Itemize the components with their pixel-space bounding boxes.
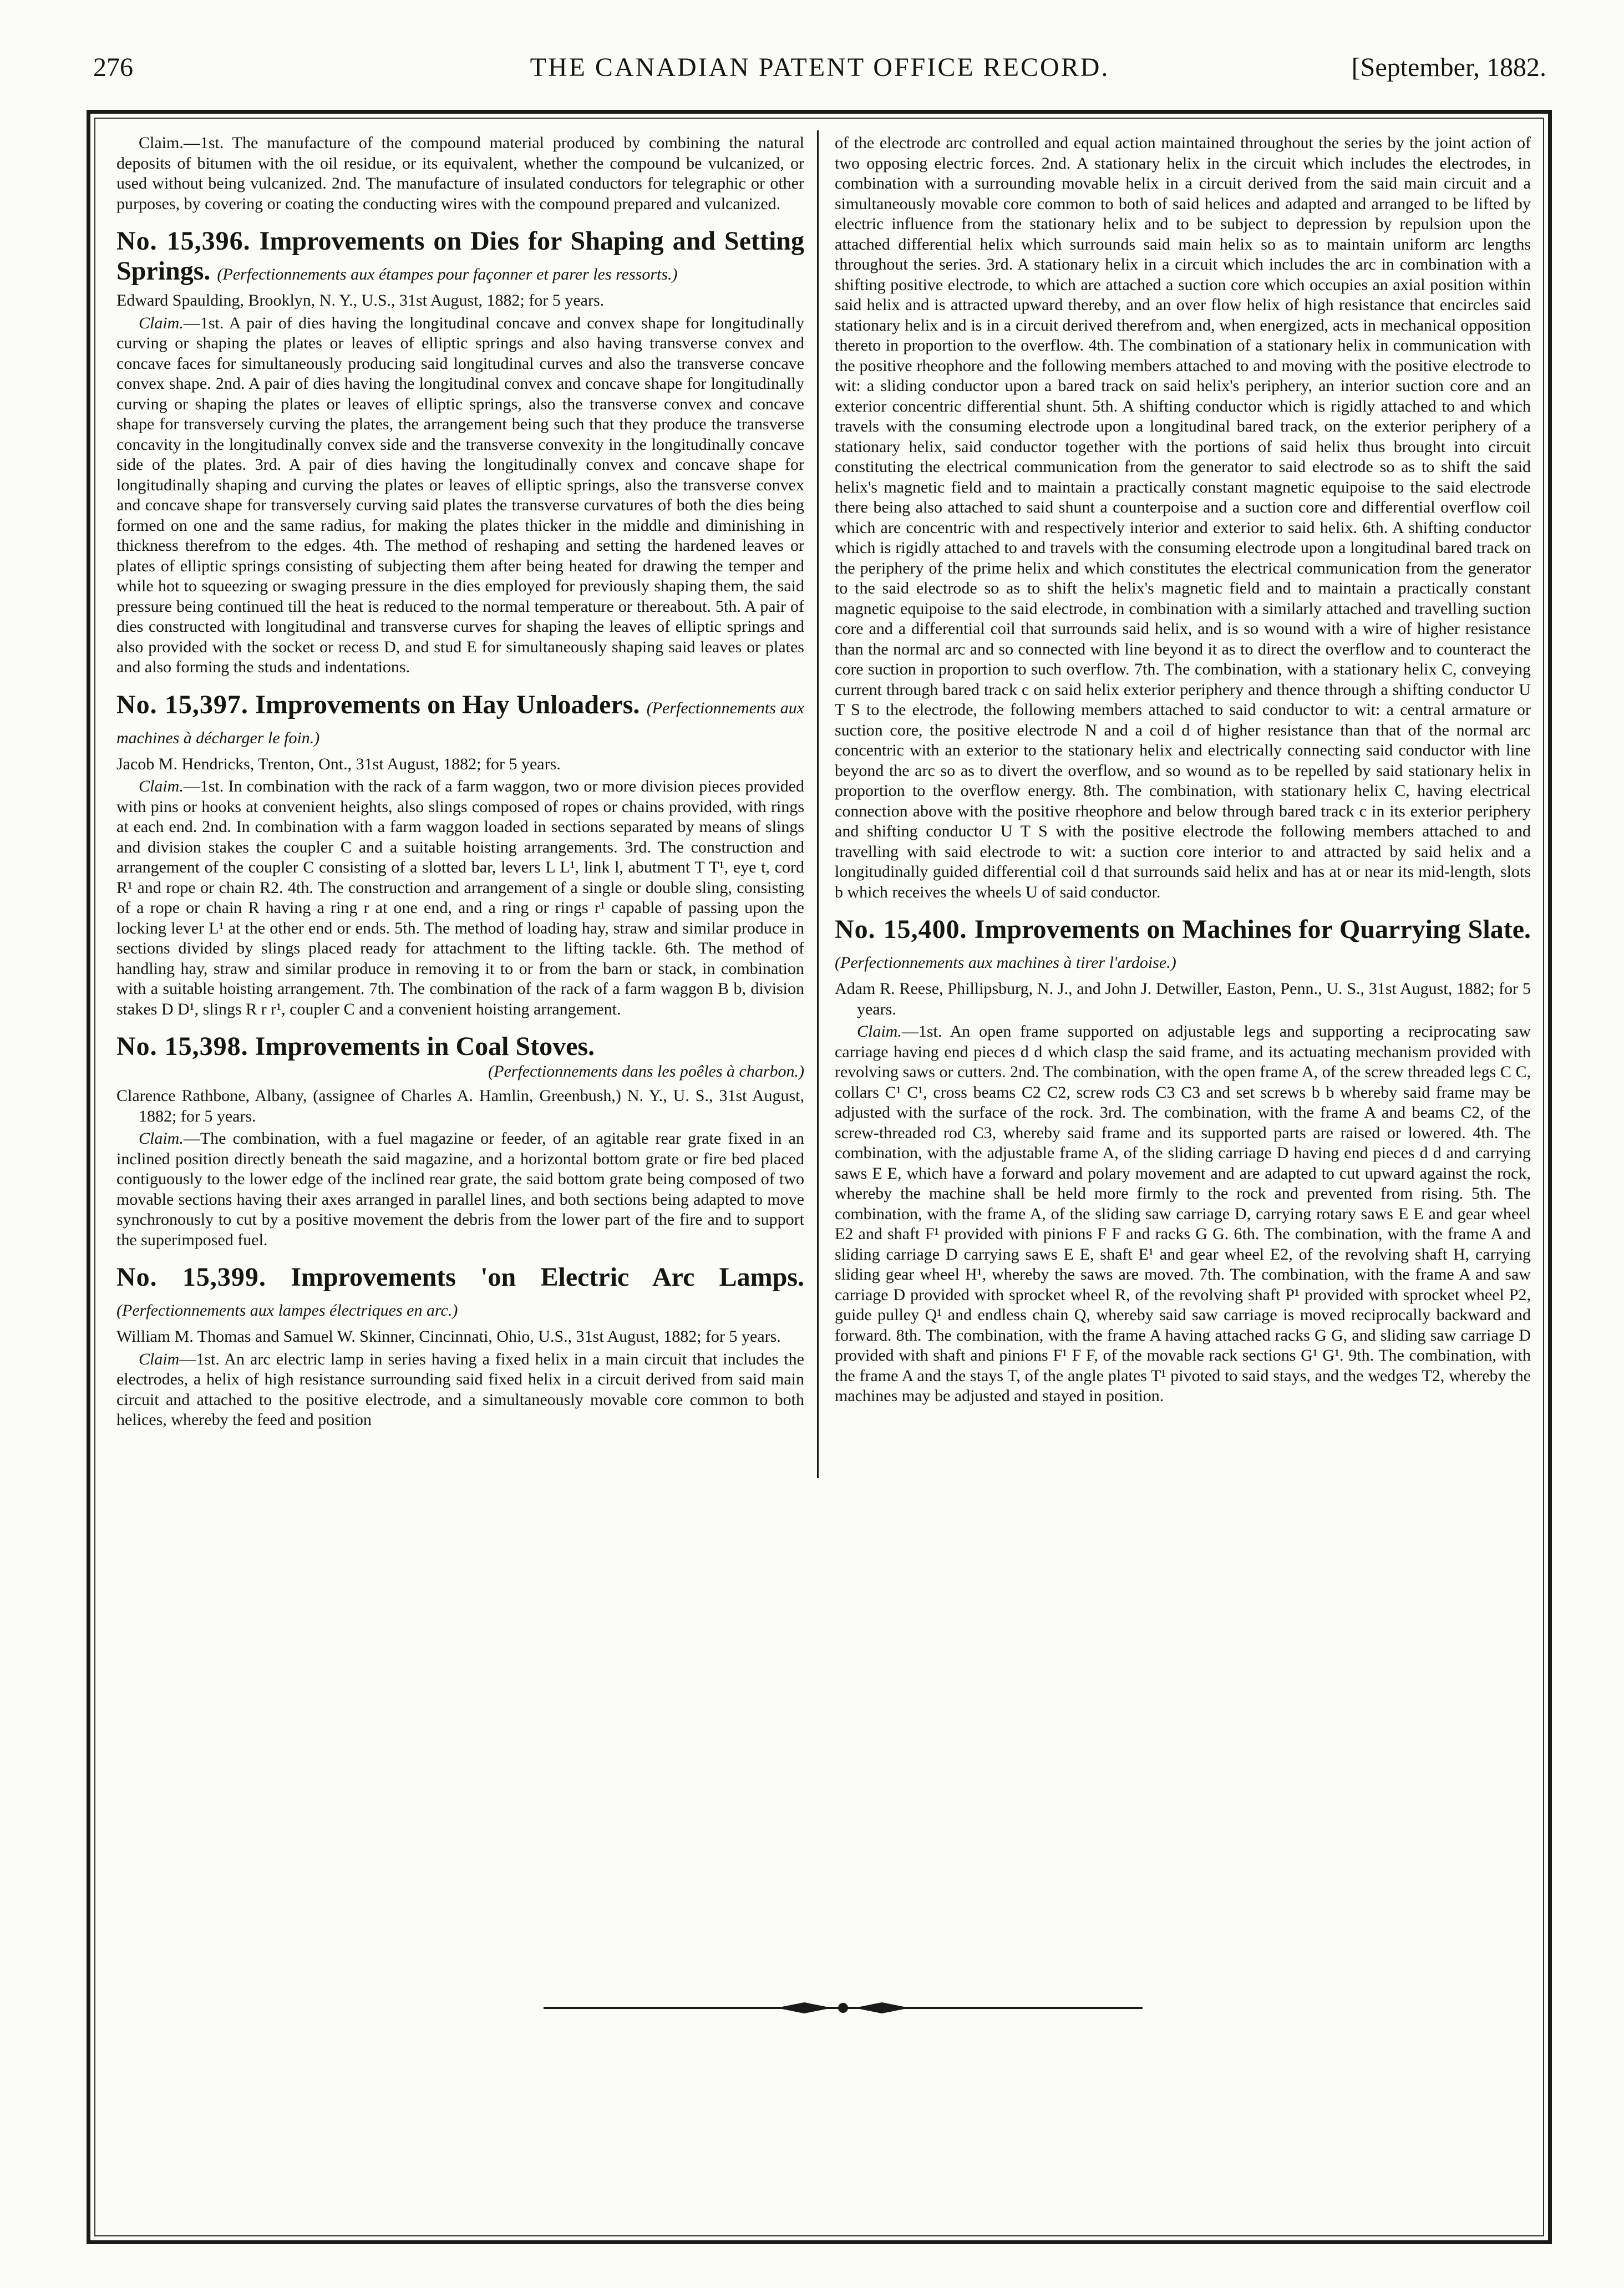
patent-title: Improvements on Dies for Shaping and Setting Springs.	[116, 226, 805, 286]
patent-number: No. 15,399.	[116, 1262, 266, 1292]
claim-text: —1st. In combination with the rack of a farm waggon, two or more division pieces provided with pins or hooks at convenient heights, also slings composed of ropes or chains provided, with rings at each end. 2nd. In combination with a farm waggon loaded in sections separated by means of slings and division stakes the coupler C and a suitable hoisting arrangements. 3rd. The construction and arrangement of the coupler C consisting of a slotted bar, levers L L¹, link l, abutment T T¹, eye t, cord R¹ and rope or chain R2. 4th. The construction and arrangement of a single or double sling, consisting of a rope or chain R having a ring r at one end, and a ring or rings r¹ capable of passing upon the locking lever L¹ at the other end or ends. 5th. The method of loading hay, straw and similar produce in sections divided by slings placed ready for attachment to the lifting tackle. 6th. The method of handling hay, straw and similar produce in removing it to or from the barn or stack, in combination with a suitable hoisting arrangement. 7th. The combination of the rack of a farm waggon B b, division stakes D D¹, slings R r r¹, coupler C and a convenient hoisting arrangement.	[116, 777, 804, 1018]
right-column	[835, 133, 1531, 1407]
claim-label: Claim.	[139, 777, 184, 795]
patent-claims	[116, 313, 804, 678]
patent-claims	[116, 777, 804, 1019]
patent-claims	[116, 1350, 804, 1430]
claim-text: —The combination, with a fuel magazine or feeder, of an agitable rear grate fixed in an inclined position directly beneath the said magazine, and a horizontal bottom grate or fire bed placed contiguously to the lower edge of the inclined rear grate, the said bottom grate being composed of two movable sections having their axes arranged in parallel lines, and both sections being adapted to move synchronously to cut by a positive movement the debris from the lower part of the fire and to support the superimposed fuel.	[116, 1129, 804, 1249]
claim-label: Claim.	[857, 1022, 902, 1041]
patent-inventor: William M. Thomas and Samuel W. Skinner, Cincinnati, Ohio, U.S., 31st August, 1882; for 5 years.	[116, 1327, 781, 1346]
page-number: 276	[93, 53, 133, 82]
patent-claims	[116, 1129, 804, 1250]
patent-number: No. 15,396.	[116, 226, 251, 256]
claim-label: Claim	[139, 1350, 180, 1368]
continued-claim: Claim.—1st. The manufacture of the compound material produced by combining the natural deposits of bitumen with the oil residue, or its equivalent, whether the compound be vulcanized, or used without being vulcanized. 2nd. The manufacture of insulated conductors for telegraphic or other purposes, by covering or coating the conducting wires with the compound prepared and vulcanized.	[116, 134, 804, 213]
patent-title: Improvements 'on Electric Arc Lamps.	[291, 1262, 805, 1292]
ornament-rule	[544, 1997, 1143, 2019]
patent-title: Improvements in Coal Stoves.	[255, 1032, 595, 1061]
patent-inventor: Adam R. Reese, Phillipsburg, N. J., and John J. Detwiller, Easton, Penn., U. S., 31st August, 1882; for 5 years.	[835, 980, 1531, 1018]
patent-title-french: (Perfectionnements aux machines à tirer l'ardoise.)	[835, 953, 1176, 972]
patent-claims	[835, 1022, 1531, 1407]
patent-number: No. 15,397.	[116, 689, 248, 719]
patent-heading-15400	[835, 915, 1531, 975]
journal-title: THE CANADIAN PATENT OFFICE RECORD.	[530, 53, 1110, 82]
issue-date: [September, 1882.	[1351, 53, 1546, 82]
patent-heading-15397	[116, 690, 804, 750]
patent-title-french: (Perfectionnements aux étampes pour façonner et parer les ressorts.)	[217, 265, 678, 283]
patent-number: No. 15,398.	[116, 1032, 248, 1061]
patent-heading-15398	[116, 1032, 804, 1082]
patent-claims-continued: of the electrode arc controlled and equal action maintained throughout the series by the joint action of two opposing electric forces. 2nd. A stationary helix in the circuit which includes the electrodes, in combination with a surrounding movable helix in a circuit derived from the said main circuit and a simultaneously movable core common to both of said helices and adapted and arranged to be lifted by electric influence from the stationary helix and to be subject to depression by repulsion upon the attached differential helix which surrounds said main helix so as to maintain uniform arc lengths throughout the series. 3rd. A stationary helix in a circuit which includes the arc in combination with a shifting positive electrode, to which are attached a suction core which occupies an axial position within said helix and is attracted upward thereby, and an over flow helix of high resistance that encircles said stationary helix and is in a circuit derived therefrom and, when energized, acts in mechanical opposition thereto in proportion to the overflow. 4th. The combination of a stationary helix in communication with the positive rheophore and the following members attached to and moving with the positive electrode to wit: a sliding conductor upon a bared track on said helix's periphery, an interior suction core and an exterior concentric differential shunt. 5th. A shifting conductor which is rigidly attached to and which travels with the consuming electrode upon a longitudinal bared track, on the exterior periphery of a stationary helix, said conductor together with the portions of said helix thus brought into circuit constituting the electrical communication from the generator to said electrode so as to shift the said helix's magnetic field and to maintain a practically constant magnetic equipoise to the said electrode there being also attached to said shunt a counterpoise and a suction core and differential overflow coil which are concentric with and respectively interior and exterior to said helix. 6th. A shifting conductor which is rigidly attached to and travels with the consuming electrode upon a longitudinal bared track on the periphery of the prime helix and which constitutes the electrical communication from the generator to the said electrode so as to shift the helix's magnetic field and to maintain a practically constant magnetic equipoise to the said electrode, in combination with a similarly attached and travelling suction core and a differential coil that surrounds said helix, and is so wound with a wire of higher resistance than the normal arc and so connected with line beyond it as to direct the overflow and to counteract the core suction in proportion to such overflow. 7th. The combination, with a stationary helix C, conveying current through bared track c on said helix exterior periphery and thence through a shifting conductor U T S to the electrode, the following members attached to said conductor to wit: a central armature or suction core, the positive electrode N and a coil d of higher resistance than that of the normal arc concentric with an exterior to the stationary helix and electrically connecting said conductor with line beyond the arc so as to divert the overflow, and so wound as to be repelled by said stationary helix in proportion to the overflow energy. 8th. The combination, with stationary helix C, having electrical connection above with the positive rheophore and below through bared track c in its exterior periphery and shifting conductor U T S with the positive electrode the following members attached to and travelling with said electrode to wit: a suction core interior to and attracted by said helix and a longitudinally guided differential coil d that surrounds said helix and has at or near its mid-length, slots b which receives the wheels U of said conductor.	[835, 134, 1531, 901]
patent-number: No. 15,400.	[835, 915, 967, 944]
patent-title-french: (Perfectionnements aux machines à décharger le foin.)	[116, 698, 805, 747]
claim-text: —1st. An arc electric lamp in series having a fixed helix in a main circuit that includes the electrodes, a helix of high resistance surrounding said fixed helix in a circuit derived from said main circuit and attached to the positive electrode, and a simultaneously movable core common to both helices, whereby the feed and position	[116, 1350, 804, 1429]
running-head	[93, 47, 1546, 89]
claim-text: —1st. An open frame supported on adjustable legs and supporting a reciprocating saw carriage having end pieces d d which clasp the said frame, and its actuating mechanism provided with revolving saws or cutters. 2nd. The combination, with the open frame A, of the screw threaded legs C C, collars C¹ C¹, cross beams C2 C2, screw rods C3 C3 and set screws b b whereby said frame may be adjusted with the surface of the rock. 3rd. The combination, with the frame A and beams C2, of the screw-threaded rod C3, whereby said frame and its supported parts are raised or lowered. 4th. The combination, with the adjustable frame A, of the sliding carriage D having end pieces d d and carrying saws E E, which have a forward and polary movement and are adapted to cut upward against the rock, whereby the machine shall be held more firmly to the rock and prevented from rising. 5th. The combination, with the frame A, of the sliding saw carriage D, carrying rotary saws E E and gear wheel E2 and shaft F¹ provided with pinions F F and racks G G. 6th. The combination, with the frame A and sliding carriage D carrying saws E E, shaft E¹ and gear wheel E2, of the revolving shaft H, carrying sliding gear wheel H¹, whereby the saws are moved. 7th. The combination, with the frame A and saw carriage D provided with sprocket wheel R, of the revolving shaft P¹ provided with sprocket wheel P2, guide pulley Q¹ and endless chain Q, whereby said saw carriage is moved reciprocally backward and forward. 8th. The combination, with the frame A having attached racks G G, and sliding saw carriage D provided with shaft and pinions F¹ F F, of the movable rack sections G¹ G¹. 9th. The combination, with the frame A and the stays T, of the angle plates T¹ pivoted to said stays, and the wedges T2, whereby the machines may be adjusted and stayed in position.	[835, 1022, 1531, 1405]
patent-title-french: (Perfectionnements dans les poêles à charbon.)	[488, 1062, 804, 1080]
patent-heading-15396	[116, 226, 804, 286]
left-column	[116, 133, 804, 1430]
patent-inventor: Jacob M. Hendricks, Trenton, Ont., 31st August, 1882; for 5 years.	[116, 754, 561, 773]
patent-inventor: Edward Spaulding, Brooklyn, N. Y., U.S., 31st August, 1882; for 5 years.	[116, 291, 605, 310]
claim-label: Claim.	[139, 1129, 184, 1148]
patent-title: Improvements on Hay Unloaders.	[255, 689, 640, 719]
column-divider	[817, 130, 819, 1478]
patent-heading-15399	[116, 1262, 804, 1322]
patent-title-french: (Perfectionnements aux lampes électriques en arc.)	[116, 1301, 458, 1320]
patent-title: Improvements on Machines for Quarrying Slate.	[974, 915, 1531, 944]
claim-text: —1st. A pair of dies having the longitudinal concave and convex shape for longitudinally curving or shaping the plates or leaves of elliptic springs and also having transverse convex and concave faces for simultaneously producing said longitudinal curves and also the transverse concave convex shape. 2nd. A pair of dies having the longitudinal convex and concave shape for longitudinally curving or shaping the plates or leaves of elliptic springs, also the transverse convex and concave shape for transversely curving the plates, the arrangement being such that they produce the transverse concavity in the longitudinally convex side and the transverse convexity in the longitudinally concave side of the plates. 3rd. A pair of dies having the longitudinally convex and concave shape for longitudinally shaping and curving the plates or leaves of elliptic springs, also the transverse convex and concave shape for transversely curving said plates the transverse curvatures of both the dies being formed on one and the same radius, for making the plates thicker in the middle and diminishing in thickness therefrom to the edges. 4th. The method of reshaping and setting the hardened leaves or plates of elliptic springs consisting of subjecting them after being heated for drawing the temper and while hot to squeezing or swaging pressure in the dies employed for previously shaping them, the said pressure being continued till the heat is reduced to the normal temperature or thereabout. 5th. A pair of dies constructed with longitudinal and transverse curves for shaping the leaves of elliptic springs and also provided with the socket or recess D, and stud E for simultaneously shaping said leaves or plates and also forming the studs and indentations.	[116, 313, 804, 676]
claim-label: Claim.	[139, 313, 184, 332]
patent-inventor: Clarence Rathbone, Albany, (assignee of Charles A. Hamlin, Greenbush,) N. Y., U. S., 31st August, 1882; for 5 years.	[116, 1087, 804, 1125]
